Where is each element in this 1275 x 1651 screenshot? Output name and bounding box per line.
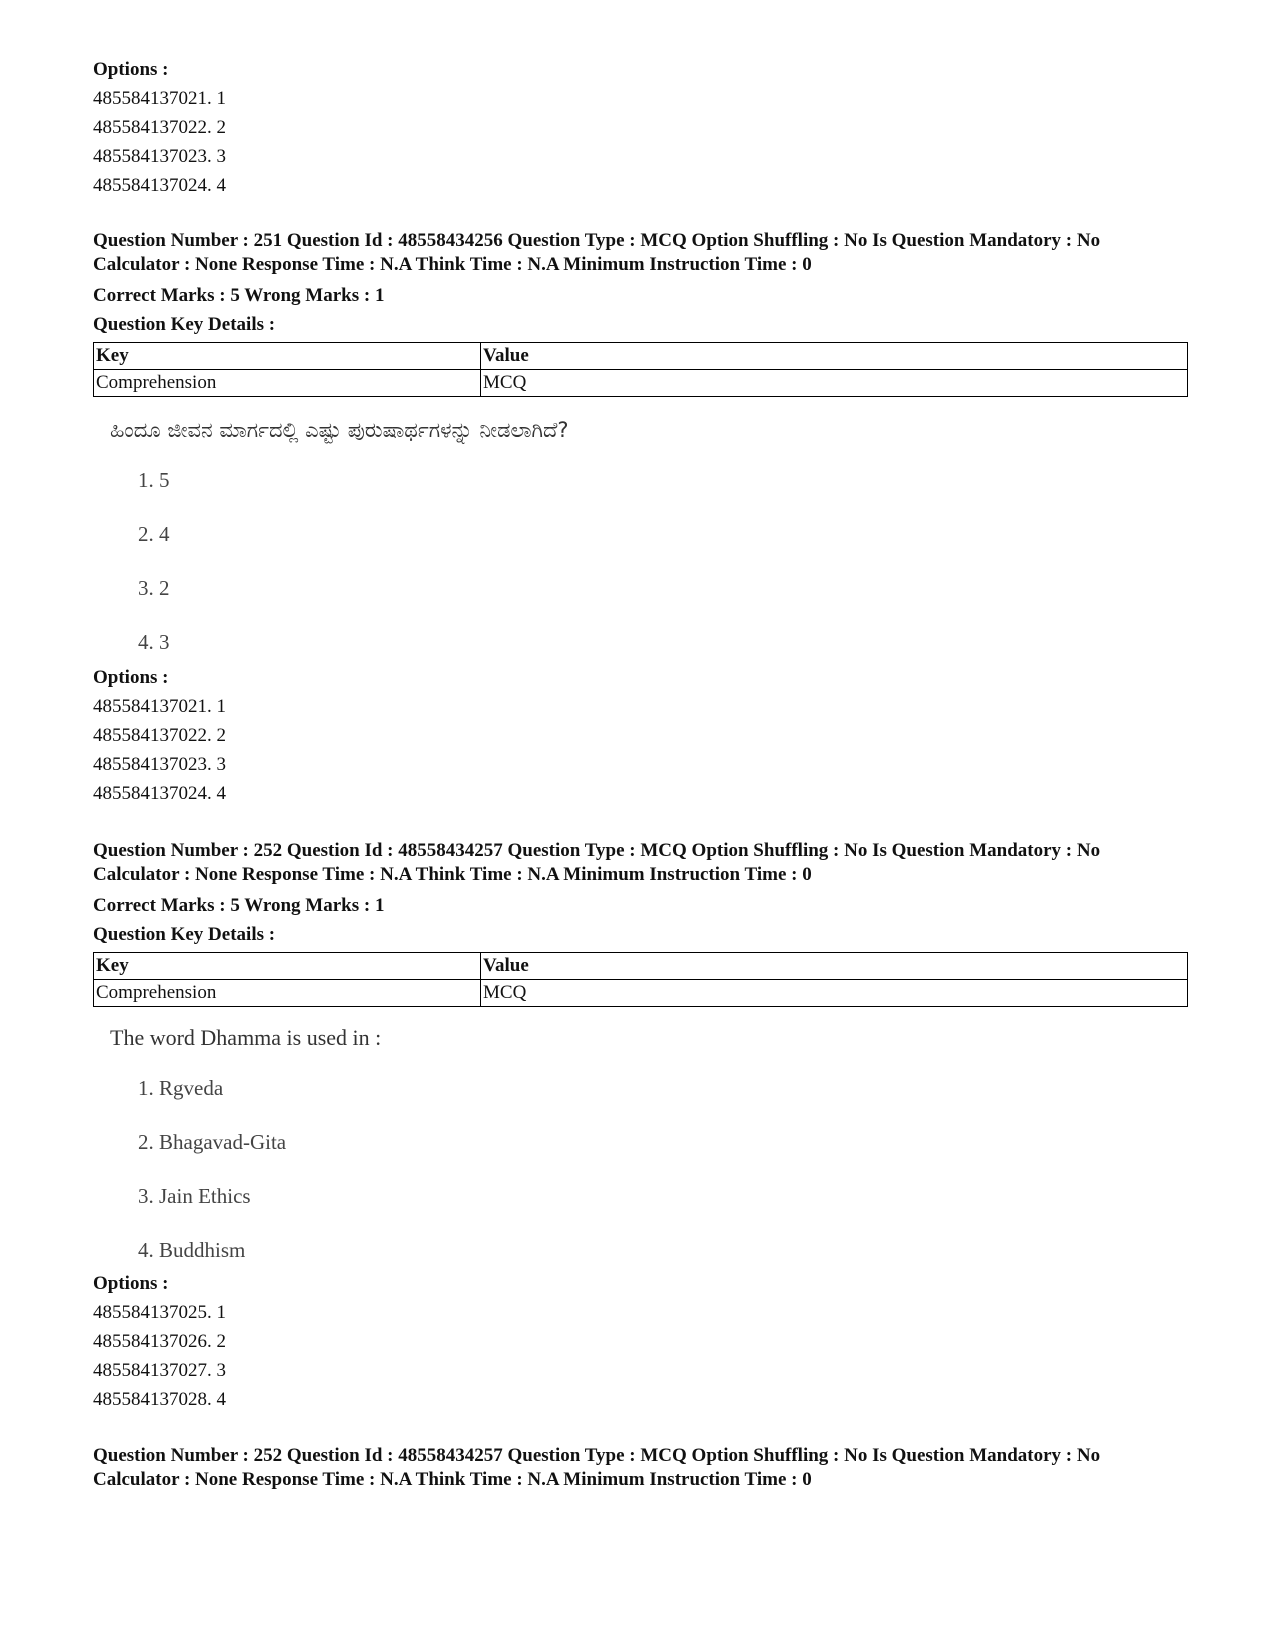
table-cell-value: MCQ bbox=[481, 980, 1188, 1007]
table-cell-key: Comprehension bbox=[94, 980, 481, 1007]
option-item: 485584137024. 4 bbox=[93, 175, 226, 196]
top-options-section bbox=[93, 55, 1188, 200]
table-cell-key: Comprehension bbox=[94, 370, 481, 397]
table-row bbox=[94, 980, 1188, 1007]
question-header: Question Number : 252 Question Id : 48558434257 Question Type : MCQ Option Shuffling : No Is Question Mandatory : No Calculator : None Response Time : N.A Think Time : N.A Minimum Instruction Time : 0 bbox=[93, 840, 1101, 885]
option-item: 485584137022. 2 bbox=[93, 725, 226, 746]
options-label: Options : bbox=[93, 667, 169, 688]
question-text: The word Dhamma is used in : bbox=[110, 1025, 382, 1050]
choice-item: 3. Jain Ethics bbox=[138, 1184, 251, 1208]
option-item: 485584137021. 1 bbox=[93, 88, 226, 109]
question-252-repeat-section bbox=[93, 1444, 1188, 1492]
table-row bbox=[94, 370, 1188, 397]
question-marks: Correct Marks : 5 Wrong Marks : 1 bbox=[93, 285, 385, 306]
choice-list bbox=[138, 1061, 381, 1277]
question-252-section bbox=[93, 839, 1188, 1007]
option-item: 485584137027. 3 bbox=[93, 1360, 226, 1381]
table-header-key: Key bbox=[94, 953, 481, 980]
table-cell-value: MCQ bbox=[481, 370, 1188, 397]
question-251-options bbox=[93, 663, 1188, 808]
question-text: ಹಿಂದೂ ಜೀವನ ಮಾರ್ಗದಲ್ಲಿ ಎಷ್ಟು ಪುರುಷಾರ್ಥಗಳನ್ನು ನೀಡಲಾಗಿದೆ? bbox=[110, 418, 569, 442]
question-header: Question Number : 252 Question Id : 48558434257 Question Type : MCQ Option Shuffling : No Is Question Mandatory : No Calculator : None Response Time : N.A Think Time : N.A Minimum Instruction Time : 0 bbox=[93, 1445, 1101, 1490]
table-header-value: Value bbox=[481, 343, 1188, 370]
question-251-section bbox=[93, 229, 1188, 397]
choice-item: 1. 5 bbox=[138, 468, 170, 492]
option-item: 485584137028. 4 bbox=[93, 1389, 226, 1410]
option-item: 485584137023. 3 bbox=[93, 754, 226, 775]
options-label: Options : bbox=[93, 59, 169, 80]
table-header-row bbox=[94, 343, 1188, 370]
table-header-value: Value bbox=[481, 953, 1188, 980]
question-key-table bbox=[93, 342, 1188, 397]
option-item: 485584137021. 1 bbox=[93, 696, 226, 717]
option-item: 485584137024. 4 bbox=[93, 783, 226, 804]
question-252-image bbox=[110, 1023, 381, 1277]
choice-item: 4. 3 bbox=[138, 630, 170, 654]
question-252-options bbox=[93, 1269, 1188, 1414]
question-marks: Correct Marks : 5 Wrong Marks : 1 bbox=[93, 895, 385, 916]
option-item: 485584137022. 2 bbox=[93, 117, 226, 138]
option-item: 485584137023. 3 bbox=[93, 146, 226, 167]
option-item: 485584137025. 1 bbox=[93, 1302, 226, 1323]
choice-item: 2. 4 bbox=[138, 522, 170, 546]
options-label: Options : bbox=[93, 1273, 169, 1294]
question-key-details-label: Question Key Details : bbox=[93, 314, 276, 335]
table-header-row bbox=[94, 953, 1188, 980]
choice-item: 4. Buddhism bbox=[138, 1238, 246, 1262]
choice-item: 2. Bhagavad-Gita bbox=[138, 1130, 287, 1154]
choice-list bbox=[138, 453, 569, 669]
choice-item: 1. Rgveda bbox=[138, 1076, 224, 1100]
question-key-details-label: Question Key Details : bbox=[93, 924, 276, 945]
table-header-key: Key bbox=[94, 343, 481, 370]
question-251-image bbox=[110, 415, 569, 669]
question-header: Question Number : 251 Question Id : 48558434256 Question Type : MCQ Option Shuffling : No Is Question Mandatory : No Calculator : None Response Time : N.A Think Time : N.A Minimum Instruction Time : 0 bbox=[93, 230, 1101, 275]
question-key-table bbox=[93, 952, 1188, 1007]
choice-item: 3. 2 bbox=[138, 576, 170, 600]
option-item: 485584137026. 2 bbox=[93, 1331, 226, 1352]
